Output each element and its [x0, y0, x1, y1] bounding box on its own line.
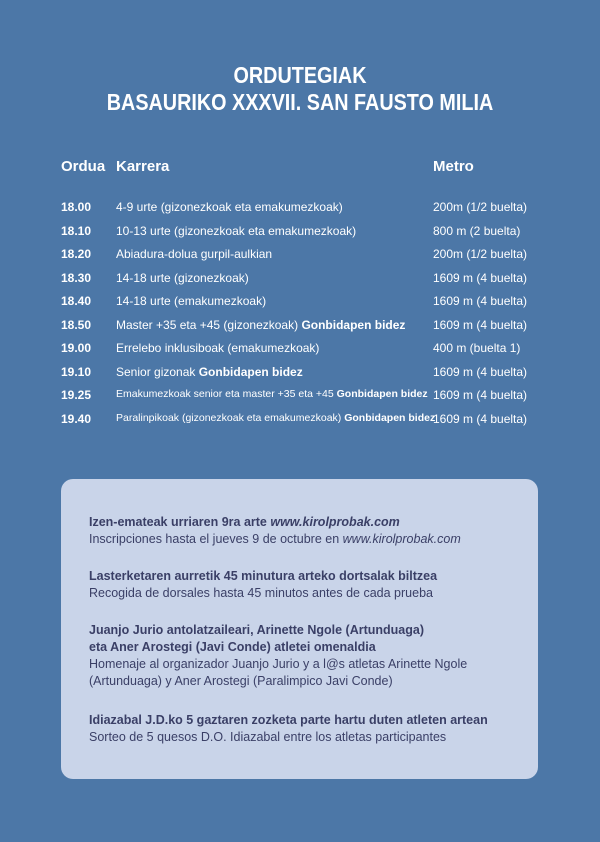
row-time: 18.20 — [61, 247, 92, 261]
row-time: 18.00 — [61, 200, 92, 214]
row-distance: 1609 m (4 buelta) — [433, 364, 528, 379]
info-box — [61, 479, 538, 779]
title-line-2: BASAURIKO XXXVII. SAN FAUSTO MILIA — [106, 89, 494, 115]
schedule-row — [61, 341, 541, 365]
schedule-row — [61, 365, 541, 389]
invitation-note: Gonbidapen bidez — [301, 317, 406, 332]
row-race: 14-18 urte (gizonezkoak) — [116, 270, 249, 285]
row-race: 4-9 urte (gizonezkoak eta emakumezkoak) — [116, 200, 343, 214]
registration-info — [89, 514, 529, 548]
schedule-rows — [61, 200, 541, 435]
invitation-note: Gonbidapen bidez — [336, 388, 428, 400]
header-time: Ordua — [61, 158, 106, 175]
raffle-eu: Idiazabal J.D.ko 5 gaztaren zozketa parte hartu duten atleten artean — [89, 713, 488, 727]
row-race: Errelebo inklusiboak (emakumezkoak) — [116, 341, 320, 355]
row-race: Paralinpikoak (gizonezkoak eta emakumezkoak) Gonbidapen bidez — [116, 411, 436, 424]
raffle-es: Sorteo de 5 quesos D.O. Idiazabal entre los atletas participantes — [89, 730, 447, 744]
schedule-row — [61, 388, 541, 412]
registration-url-eu[interactable]: www.kirolprobak.com — [270, 515, 400, 529]
row-time: 18.10 — [61, 223, 92, 238]
row-time: 19.10 — [61, 364, 92, 379]
row-distance: 1609 m (4 buelta) — [433, 388, 528, 402]
invitation-note: Gonbidapen bidez — [198, 364, 303, 379]
tribute-eu-line-2: eta Aner Arostegi (Javi Conde) atletei omenaldia — [89, 640, 376, 654]
header-race: Karrera — [116, 158, 170, 175]
page-title — [0, 62, 600, 116]
registration-url-es[interactable]: www.kirolprobak.com — [342, 532, 461, 546]
schedule-row — [61, 412, 541, 436]
header-distance: Metro — [433, 158, 474, 175]
tribute-es-line-2: (Artunduaga) y Aner Arostegi (Paralimpico Javi Conde) — [89, 674, 393, 688]
row-race: Master +35 eta +45 (gizonezkoak) Gonbidapen bidez — [116, 317, 406, 332]
row-distance: 400 m (buelta 1) — [433, 341, 521, 355]
schedule-row — [61, 318, 541, 342]
bibs-info — [89, 568, 529, 602]
row-race: Senior gizonak Gonbidapen bidez — [116, 364, 303, 379]
schedule-table — [61, 158, 541, 435]
schedule-header — [61, 158, 541, 184]
row-distance: 1609 m (4 buelta) — [433, 270, 528, 285]
registration-eu: Izen-emateak urriaren 9ra arte www.kirolprobak.com — [89, 515, 400, 529]
row-distance: 1609 m (4 buelta) — [433, 317, 528, 332]
row-time: 19.00 — [61, 341, 92, 355]
row-time: 18.30 — [61, 270, 92, 285]
schedule-row — [61, 200, 541, 224]
tribute-es-line-1: Homenaje al organizador Juanjo Jurio y a l@s atletas Arinette Ngole — [89, 657, 468, 671]
schedule-row — [61, 247, 541, 271]
tribute-info — [89, 622, 529, 690]
raffle-info — [89, 712, 529, 746]
row-time: 18.50 — [61, 317, 92, 332]
schedule-row — [61, 271, 541, 295]
row-time: 19.40 — [61, 411, 92, 426]
row-distance: 200m (1/2 buelta) — [433, 200, 528, 214]
row-distance: 200m (1/2 buelta) — [433, 247, 528, 261]
row-race: Abiadura-dolua gurpil-aulkian — [116, 247, 273, 261]
row-distance: 1609 m (4 buelta) — [433, 294, 528, 308]
invitation-note: Gonbidapen bidez — [344, 411, 436, 424]
row-distance: 800 m (2 buelta) — [433, 223, 521, 238]
schedule-row — [61, 294, 541, 318]
tribute-eu-line-1: Juanjo Jurio antolatzaileari, Arinette Ngole (Artunduaga) — [89, 623, 424, 637]
schedule-row — [61, 224, 541, 248]
registration-es: Inscripciones hasta el jueves 9 de octubre en www.kirolprobak.com — [89, 532, 461, 546]
row-race: Emakumezkoak senior eta master +35 eta +45 Gonbidapen bidez — [116, 388, 428, 400]
title-line-1: ORDUTEGIAK — [233, 62, 367, 88]
bibs-es: Recogida de dorsales hasta 45 minutos antes de cada prueba — [89, 586, 433, 600]
row-time: 18.40 — [61, 294, 92, 308]
bibs-eu: Lasterketaren aurretik 45 minutura arteko dortsalak biltzea — [89, 569, 438, 583]
row-race: 14-18 urte (emakumezkoak) — [116, 294, 267, 308]
row-time: 19.25 — [61, 388, 92, 402]
row-distance: 1609 m (4 buelta) — [433, 411, 528, 426]
row-race: 10-13 urte (gizonezkoak eta emakumezkoak) — [116, 223, 357, 238]
